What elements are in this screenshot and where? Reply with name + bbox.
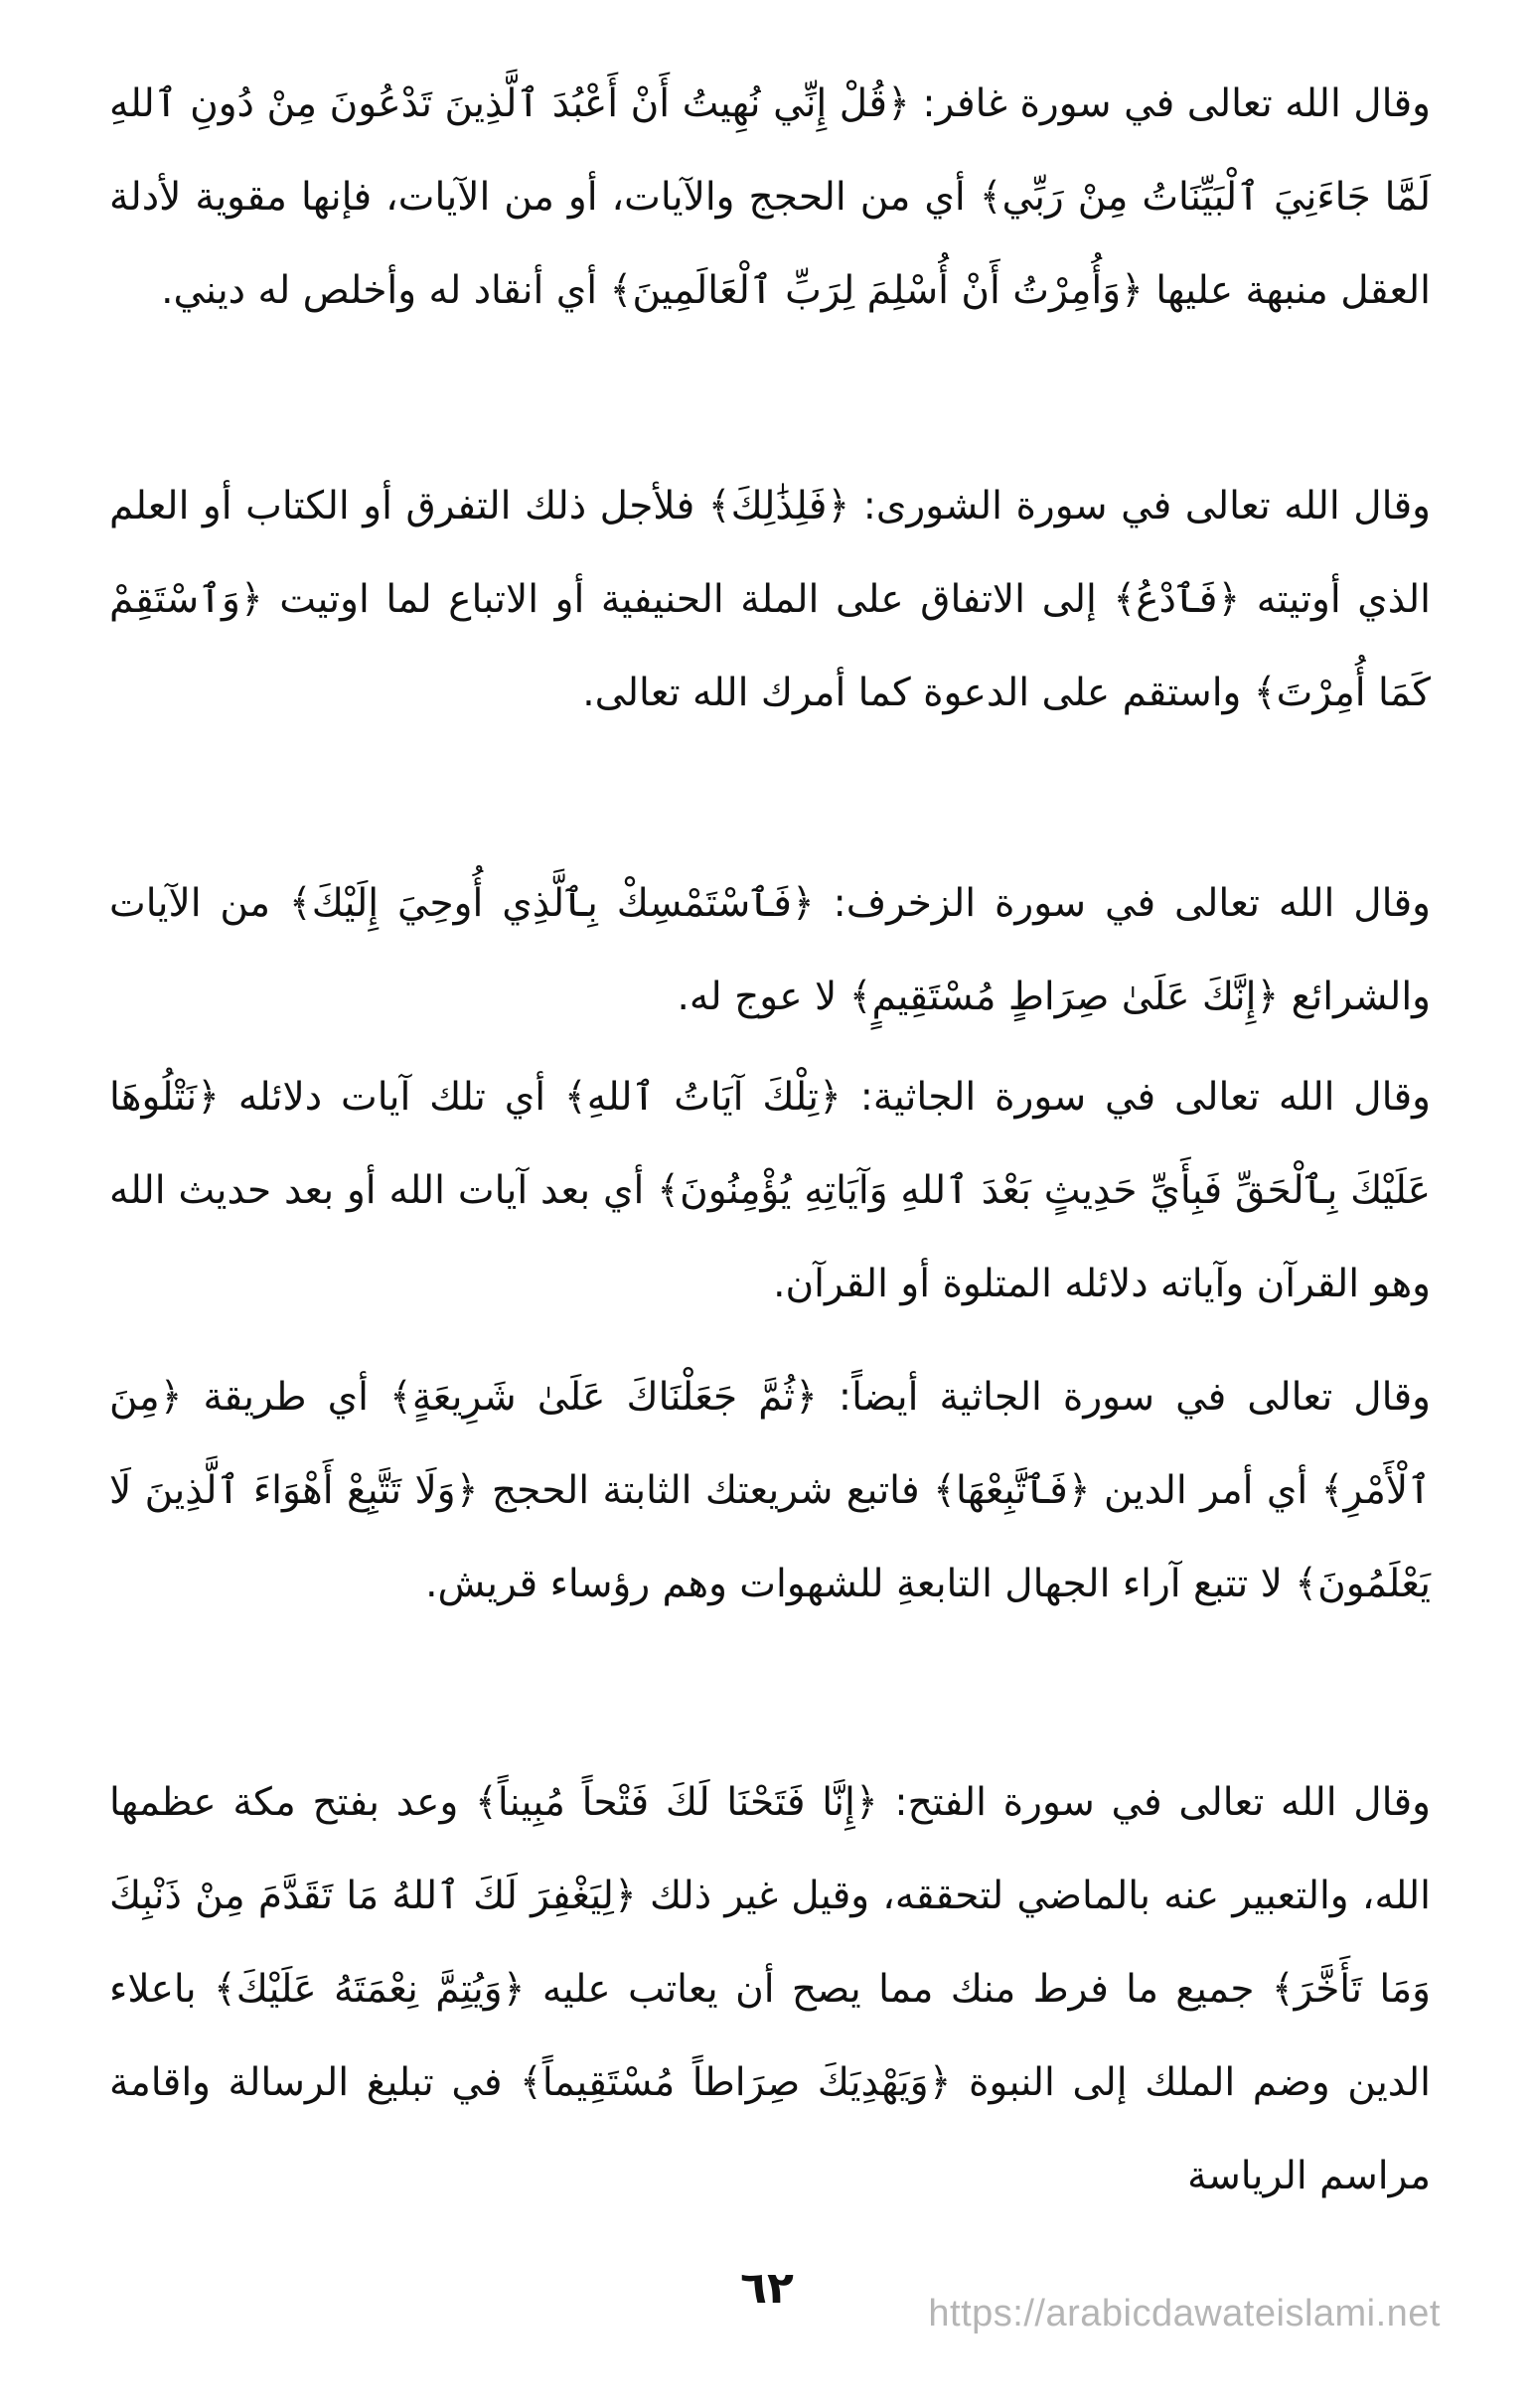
- paragraph-fath: وقال الله تعالى في سورة الفتح: ﴿إِنَّا فَتَحْنَا لَكَ فَتْحاً مُبِيناً﴾ وعد بفتح مكة عظمها الله، والتعبير عنه بالماضي لتحققه، وقيل غير ذلك ﴿لِيَغْفِرَ لَكَ ٱللهُ مَا تَقَدَّمَ مِنْ ذَنْبِكَ وَمَا تَأَخَّرَ﴾ جميع ما فرط منك مما يصح أن يعاتب عليه ﴿وَيُتِمَّ نِعْمَتَهُ عَلَيْكَ﴾ باعلاء الدين وضم الملك إلى النبوة ﴿وَيَهْدِيَكَ صِرَاطاً مُسْتَقِيماً﴾ في تبليغ الرسالة واقامة مراسم الرياسة: [109, 1780, 1431, 2198]
- paragraph-shura: وقال الله تعالى في سورة الشورى: ﴿فَلِذَٰلِكَ﴾ فلأجل ذلك التفرق أو الكتاب أو العلم الذي أوتيته ﴿فَٱدْعُ﴾ إلى الاتفاق على الملة الحنيفية أو الاتباع لما اوتيت ﴿وَٱسْتَقِمْ كَمَا أُمِرْتَ﴾ واستقم على الدعوة كما أمرك الله تعالى.: [109, 484, 1431, 715]
- paragraph-jathiya-2: وقال تعالى في سورة الجاثية أيضاً: ﴿ثُمَّ جَعَلْنَاكَ عَلَىٰ شَرِيعَةٍ﴾ أي طريقة ﴿مِنَ ٱلْأَمْرِ﴾ أي أمر الدين ﴿فَٱتَّبِعْهَا﴾ فاتبع شريعتك الثابتة الحجج ﴿وَلَا تَتَّبِعْ أَهْوَاءَ ٱلَّذِينَ لَا يَعْلَمُونَ﴾ لا تتبع آراء الجهال التابعةِ للشهوات وهم رؤساء قريش.: [109, 1375, 1431, 1606]
- page-number: ٦٢: [740, 2263, 794, 2314]
- paragraph-zukhruf: وقال الله تعالى في سورة الزخرف: ﴿فَٱسْتَمْسِكْ بِٱلَّذِي أُوحِيَ إِلَيْكَ﴾ من الآيات والشرائع ﴿إِنَّكَ عَلَىٰ صِرَاطٍ مُسْتَقِيمٍ﴾ لا عوج له.: [109, 881, 1431, 1019]
- watermark-url: https://arabicdawateislami.net: [928, 2293, 1441, 2334]
- paragraph-ghafir: وقال الله تعالى في سورة غافر: ﴿قُلْ إِنِّي نُهِيتُ أَنْ أَعْبُدَ ٱلَّذِينَ تَدْعُونَ مِنْ دُونِ ٱللهِ لَمَّا جَاءَنِيَ ٱلْبَيِّنَاتُ مِنْ رَبِّي﴾ أي من الحجج والآيات، أو من الآيات، فإنها مقوية لأدلة العقل منبهة عليها ﴿وَأُمِرْتُ أَنْ أُسْلِمَ لِرَبِّ ٱلْعَالَمِينَ﴾ أي أنقاد له وأخلص له ديني.: [109, 81, 1431, 313]
- paragraph-jathiya: وقال الله تعالى في سورة الجاثية: ﴿تِلْكَ آيَاتُ ٱللهِ﴾ أي تلك آيات دلائله ﴿نَتْلُوهَا عَلَيْكَ بِٱلْحَقِّ فَبِأَيِّ حَدِيثٍ بَعْدَ ٱللهِ وَآيَاتِهِ يُؤْمِنُونَ﴾ أي بعد آيات الله أو بعد حديث الله وهو القرآن وآياته دلائله المتلوة أو القرآن.: [109, 1075, 1431, 1306]
